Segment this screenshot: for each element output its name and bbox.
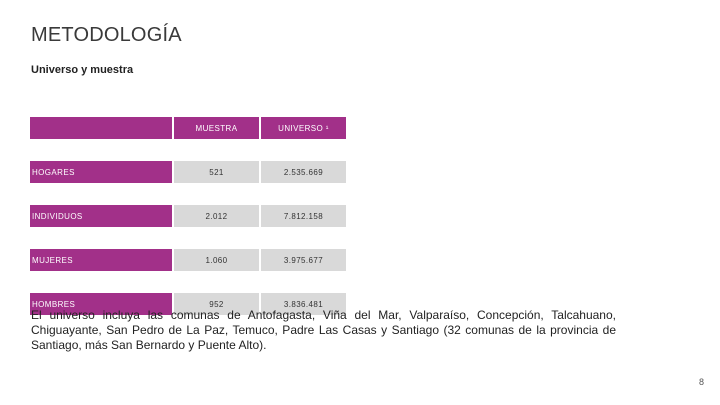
table-header-row — [30, 117, 346, 139]
header-cell-label — [30, 117, 172, 139]
row-label: MUJERES — [30, 249, 172, 271]
page-number: 8 — [698, 377, 704, 387]
header-cell-muestra: MUESTRA — [174, 117, 259, 139]
cell-muestra: 952 — [174, 293, 259, 315]
table-row — [30, 205, 346, 227]
cell-universo: 7.812.158 — [261, 205, 346, 227]
cell-muestra: 2.012 — [174, 205, 259, 227]
cell-universo: 3.836.481 — [261, 293, 346, 315]
section-subtitle: Universo y muestra — [31, 64, 134, 76]
row-label: HOMBRES — [30, 293, 172, 315]
table-row — [30, 161, 346, 183]
table-row — [30, 249, 346, 271]
sample-universe-table — [30, 117, 346, 315]
header-cell-universo: UNIVERSO ¹ — [261, 117, 346, 139]
cell-universo: 2.535.669 — [261, 161, 346, 183]
row-label: HOGARES — [30, 161, 172, 183]
cell-muestra: 1.060 — [174, 249, 259, 271]
page-title: METODOLOGÍA — [31, 24, 182, 46]
row-label: INDIVIDUOS — [30, 205, 172, 227]
cell-universo: 3.975.677 — [261, 249, 346, 271]
cell-muestra: 521 — [174, 161, 259, 183]
universe-description: El universo incluya las comunas de Antofagasta, Viña del Mar, Valparaíso, Concepción, Talcahuano, Chiguayante, San Pedro de La Paz, Temuco, Padre Las Casas y Santiago (32 comunas de la provincia de Santiago, más San Bernardo y Puente Alto). — [31, 308, 616, 352]
